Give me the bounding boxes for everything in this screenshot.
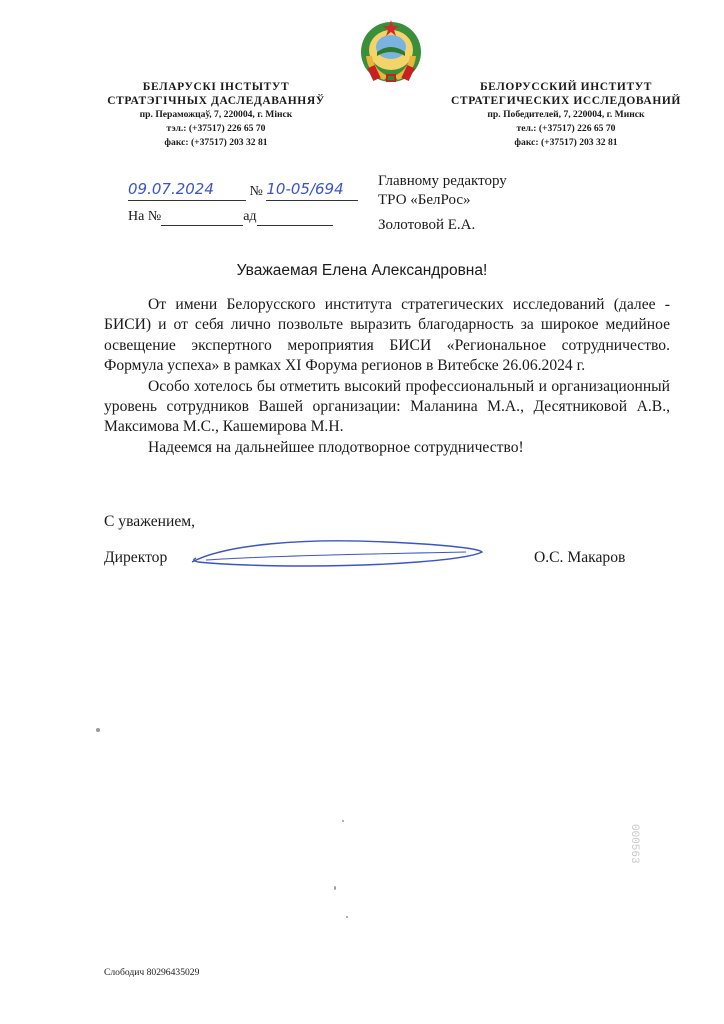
- executor-footer: Слободич 80296435029: [104, 967, 200, 978]
- handwritten-signature: [186, 536, 486, 576]
- scan-speck: [342, 820, 344, 822]
- institute-header-russian: [436, 80, 696, 150]
- institute-fax: факс: (+37517) 203 32 81: [514, 137, 618, 148]
- institute-phone: тэл.: (+37517) 226 65 70: [166, 123, 266, 134]
- closing-regards: С уважением,: [104, 513, 196, 530]
- institute-name-line1: БЕЛАРУСКІ ІНСТЫТУТ: [142, 81, 290, 93]
- institute-name-line2: СТРАТЭГІЧНЫХ ДАСЛЕДАВАННЯЎ: [107, 95, 325, 107]
- body-paragraph: От имени Белорусского института стратегических исследований (далее - БИСИ) и от себя лично позвольте выразить благодарность за широкое медийное освещение экспертного мероприятия БИСИ «Региональное сотрудничество. Формула успеха» в рамках XI Форума регионов в Витебске 26.06.2024 г.: [104, 296, 670, 375]
- signatory-name: О.С. Макаров: [534, 549, 626, 566]
- addressee-position: Главному редактору: [378, 173, 507, 189]
- addressee-name: Золотовой Е.А.: [378, 217, 476, 233]
- addressee-block: [378, 172, 507, 235]
- registration-date: 09.07.2024: [128, 180, 214, 198]
- institute-header-belarusian: [86, 80, 346, 150]
- serial-number-stamp: 000563: [628, 824, 640, 864]
- institute-name-line1: БЕЛОРУССКИЙ ИНСТИТУТ: [479, 81, 653, 93]
- body-paragraph: Надеемся на дальнейшее плодотворное сотрудничество!: [148, 438, 524, 456]
- outgoing-registration: [128, 180, 358, 201]
- registration-number-label: №: [249, 184, 263, 199]
- signatory-position: Директор: [104, 549, 168, 566]
- incoming-reference: [128, 208, 333, 226]
- letter-body: [104, 295, 670, 458]
- scan-speck: [334, 886, 336, 890]
- scan-speck: [96, 728, 100, 732]
- institute-name-line2: СТРАТЕГИЧЕСКИХ ИССЛЕДОВАНИЙ: [451, 95, 681, 107]
- institute-fax: факс: (+37517) 203 32 81: [164, 137, 268, 148]
- body-paragraph: Особо хотелось бы отметить высокий профессиональный и организационный уровень сотрудников Вашей организации: Маланина М.А., Десятниковой А.В., Максимова М.С., Кашемирова М.Н.: [104, 377, 670, 436]
- coat-of-arms-emblem: [358, 16, 424, 86]
- scan-speck: [346, 916, 348, 918]
- salutation: Уважаемая Елена Александровна!: [236, 262, 488, 279]
- reply-date-label: ад: [243, 209, 257, 224]
- institute-address: пр. Победителей, 7, 220004, г. Минск: [487, 109, 645, 120]
- reply-number-label: На №: [128, 209, 162, 224]
- institute-phone: тел.: (+37517) 226 65 70: [516, 123, 616, 134]
- institute-address: пр. Пераможцаў, 7, 220004, г. Мінск: [139, 109, 293, 120]
- addressee-organization: ТРО «БелРос»: [378, 192, 471, 208]
- registration-number: 10-05/694: [266, 180, 344, 198]
